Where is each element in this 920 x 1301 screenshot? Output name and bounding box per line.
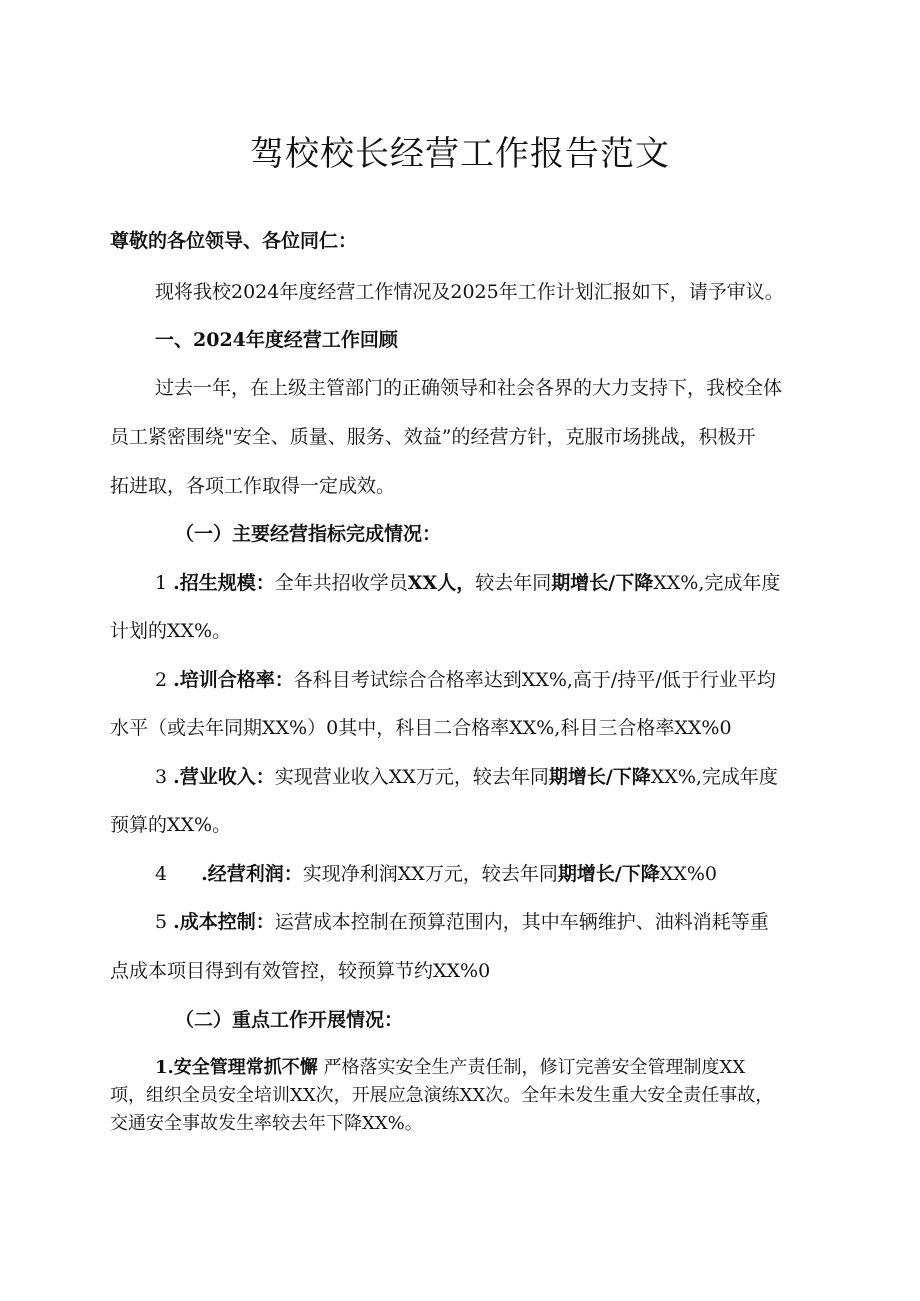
item-text: 实现营业收入XX万元，较去年同 bbox=[274, 766, 549, 788]
item-text: XX%,完成年度 bbox=[650, 766, 778, 788]
key-work-safety-line-3: 交通安全事故发生率较去年下降XX%。 bbox=[110, 1113, 423, 1134]
item-text: XX人， bbox=[407, 572, 476, 594]
item-label: .经营利润： bbox=[201, 863, 303, 885]
key-work-safety-line-2: 项，组织全员安全培训XX次，开展应急演练XX次。全年未发生重大安全责任事故， bbox=[110, 1085, 774, 1106]
key-work-safety bbox=[155, 1055, 865, 1081]
item-label: .营业收入： bbox=[173, 766, 275, 788]
document-title: 驾校校长经营工作报告范文 bbox=[250, 134, 670, 174]
indicator-pass-rate bbox=[155, 667, 865, 693]
item-text: XX%0 bbox=[659, 863, 717, 885]
section-heading-review: 一、2024年度经营工作回顾 bbox=[155, 329, 398, 351]
item-text: 全年共招收学员 bbox=[274, 572, 408, 594]
item-text: 较去年同 bbox=[475, 572, 552, 594]
item-number: 2 bbox=[155, 669, 168, 691]
item-text: 各科目考试综合合格率达到XX%,高于/持平/低于行业平均 bbox=[293, 669, 776, 691]
subheading-key-work: （二）重点工作开展情况： bbox=[175, 1009, 404, 1031]
item-label: .培训合格率： bbox=[173, 669, 294, 691]
intro-paragraph: 现将我校2024年度经营工作情况及2025年工作计划汇报如下，请予审议。 bbox=[155, 281, 784, 303]
item-text: 期增长/下降 bbox=[557, 863, 660, 885]
item-text: 期增长/下降 bbox=[548, 766, 651, 788]
indicator-pass-rate-line-2: 水平（或去年同期XX%）0其中，科目二合格率XX%,科目三合格率XX%0 bbox=[110, 717, 732, 739]
indicator-enrollment-line-2: 计划的XX%。 bbox=[110, 620, 232, 642]
indicator-revenue bbox=[155, 764, 865, 790]
subheading-key-indicators: （一）主要经营指标完成情况： bbox=[175, 523, 442, 545]
item-text: 运营成本控制在预算范围内，其中车辆维护、油料消耗等重 bbox=[274, 911, 769, 933]
indicator-enrollment bbox=[155, 570, 865, 596]
item-number: 4 bbox=[155, 863, 168, 885]
review-paragraph-line-2: 员工紧密围绕"安全、质量、服务、效益”的经营方针，克服市场挑战，积极开 bbox=[110, 426, 756, 448]
item-text: 实现净利润XX万元，较去年同 bbox=[302, 863, 558, 885]
indicator-cost-control-line-2: 点成本项目得到有效管控，较预算节约XX%0 bbox=[110, 960, 491, 982]
indicator-profit bbox=[155, 861, 865, 887]
item-text: 期增长/下降 bbox=[551, 572, 654, 594]
review-paragraph-line-3: 拓进取，各项工作取得一定成效。 bbox=[110, 475, 396, 497]
indicator-revenue-line-2: 预算的XX%。 bbox=[110, 814, 232, 836]
item-number: 5 bbox=[155, 911, 168, 933]
item-text: 严格落实安全生产责任制，修订完善安全管理制度XX bbox=[323, 1057, 746, 1078]
salutation: 尊敬的各位领导、各位同仁： bbox=[110, 230, 358, 252]
item-label: .招生规模： bbox=[173, 572, 275, 594]
item-number: 1 bbox=[155, 572, 168, 594]
item-number: 3 bbox=[155, 766, 168, 788]
item-text: XX%,完成年度 bbox=[653, 572, 781, 594]
item-label: .成本控制： bbox=[173, 911, 275, 933]
review-paragraph-line-1: 过去一年，在上级主管部门的正确领导和社会各界的大力支持下，我校全体 bbox=[155, 377, 783, 399]
indicator-cost-control bbox=[155, 909, 865, 935]
item-label: 1.安全管理常抓不懈 bbox=[155, 1057, 318, 1078]
